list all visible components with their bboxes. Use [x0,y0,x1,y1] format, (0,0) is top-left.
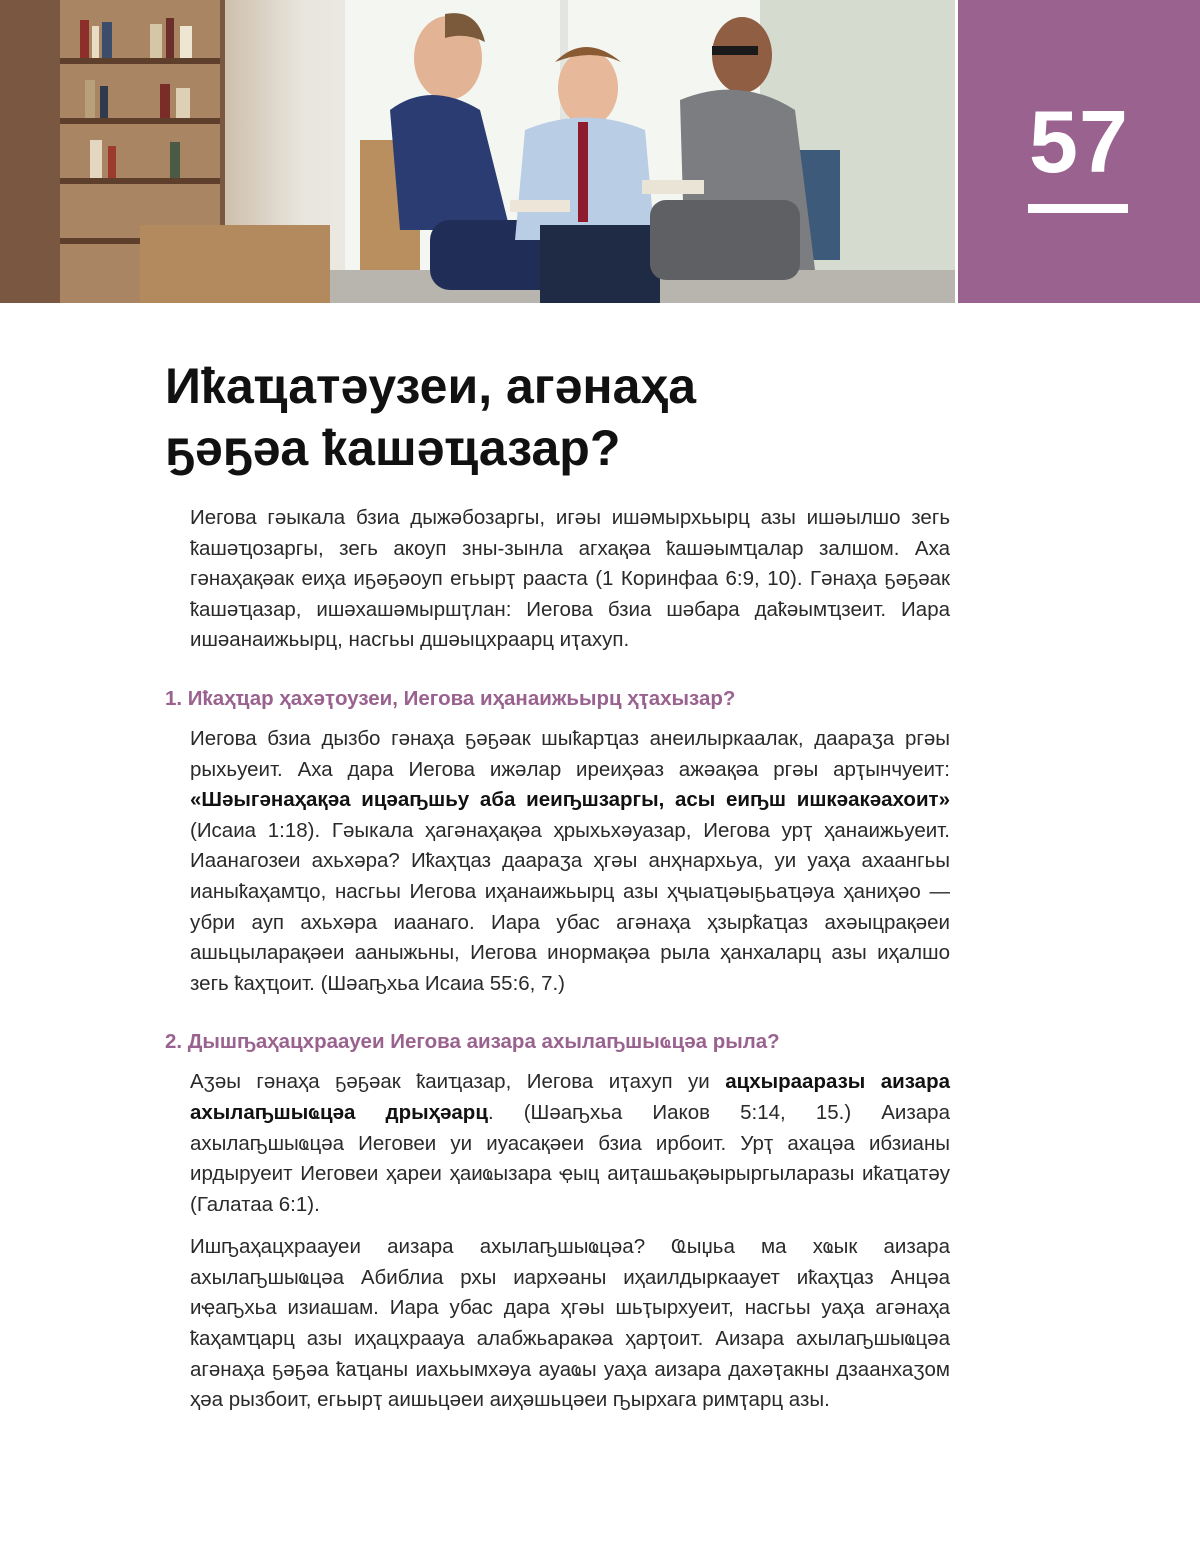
intro-paragraph: Иегова гәыкала бзиа дыжәбозаргы, игәы ишәмырхьырц азы ишәылшо зегь ҟашәҵозаргы, зегь акоуп зны-зынла агхақәа ҟашәымҵалар залшом. Аха гәнаҳақәак еиҳа иҕәҕәоуп егьырҭ рааста (1 Коринфаа 6:9, 10). Гәнаҳа ҕәҕәак ҟашәҵазар, ишәхашәмыршҭлан: Иегова бзиа шәбара даҟәымҵзеит. Иара ишәанаижьырц, насгьы дшәыцхраарц иҭахуп. [190,506,950,652]
lesson-number: 57 [1029,92,1129,191]
article-body [165,503,950,1428]
counseling-scene-illustration [0,0,955,303]
lesson-badge [958,0,1200,303]
answer-2-bold: ацхырааразы аизара ахылаҧшыҩцәа дрыҳәарц [190,1070,950,1124]
question-1-heading: 1. Иҟаҳҵар ҳахәҭоузеи, Иегова иҳанаижьырц ҳҭахызар? [165,686,736,710]
question-2-heading: 2. Дышҧаҳацхраауеи Иегова аизара ахылаҧшыҩцәа рыла? [165,1030,780,1054]
page-title [165,355,965,479]
answer-2-text-b: . (Шәаҧхьа Иаков 5:14, 15.) Аизара ахылаҧшыҩцәа Иеговеи уи иуасақәеи бзиа ирбоит. Урҭ ахацәа ибзианы ирдыруеит Иеговеи ҳареи ҳаиҩызара ҿыц аиҭашьақәырыргыларазы иҟаҵатәу (Галатаа 6:1). [190,1100,950,1216]
answer-1-text-a: Иегова бзиа дызбо гәнаҳа ҕәҕәак шыҟарҵаз анеилыркаалак, даараӡа ргәы рыхьуеит. Аха дара Иегова ижәлар иреиҳәаз ажәақәа ргәы арҭынчуеит: [190,726,950,781]
hero-photo [0,0,955,303]
lesson-number-underline [1028,204,1128,213]
question-1-answer [190,724,950,999]
answer-1-text-b: (Исаиа 1:18). Гәыкала ҳагәнаҳақәа ҳрыхьхәуазар, Иегова урҭ ҳанаижьуеит. Иаанагозеи ахьхәра? Иҟаҳҵаз даараӡа ҳгәы анҳнархьуа, уи уаҳа ахаангьы ианыҟаҳамҵо, насгьы Иегова иҳанаижьырц азы ҳҷыаҵәыҕьаҵәуа ҳаниҳәо — убри ауп ахьхәра иаанаго. Иара убас агәнаҳа ҳзырҟаҵаз ахәыцрақәеи ашьцыларақәеи ааныжьны, Иегова инормақәа рыла ҳанхаларц азы иҳалшо зегь ҟаҳҵоит. (Шәаҧхьа Исаиа 55:6, 7.) [190,818,950,995]
title-line-2: ҕәҕәа ҟашәҵазар? [165,420,621,476]
answer-2-text-a: Аӡәы гәнаҳа ҕәҕәак ҟаиҵазар, Иегова иҭахуп уи [190,1070,726,1094]
scripture-quote: «Шәыгәнаҳақәа ицәаҧшьу аба иеиҧшзаргы, асы еиҧш ишкәакәахоит» [190,788,950,812]
question-2-answer-1 [190,1067,950,1220]
question-2-answer-2: Ишҧаҳацхраауеи аизара ахылаҧшыҩцәа? Ҩыџьа ма хҩык аизара ахылаҧшыҩцәа Абиблиа рхы иархәаны иҳаилдыркааует иҟаҳҵаз Анцәа иҿаҧхьа изиашам. Иара убас дара ҳгәы шьҭырхуеит, насгьы уаҳа агәнаҳа ҟаҳамҵарц азы иҳацхраауа алабжьаракәа ҳарҭоит. Аизара ахылаҧшыҩцәа агәнаҳа ҕәҕәа ҟаҵаны иахьымхәуа ауаҩы уаҳа аизара дахәҭакны дзаанхаӡом ҳәа рызбоит, егьырҭ аишьцәеи аиҳәшьцәеи ҧырхага римҭарц азы. [190,1235,950,1412]
title-line-1: Иҟаҵатәузеи, агәнаҳа [165,358,697,414]
